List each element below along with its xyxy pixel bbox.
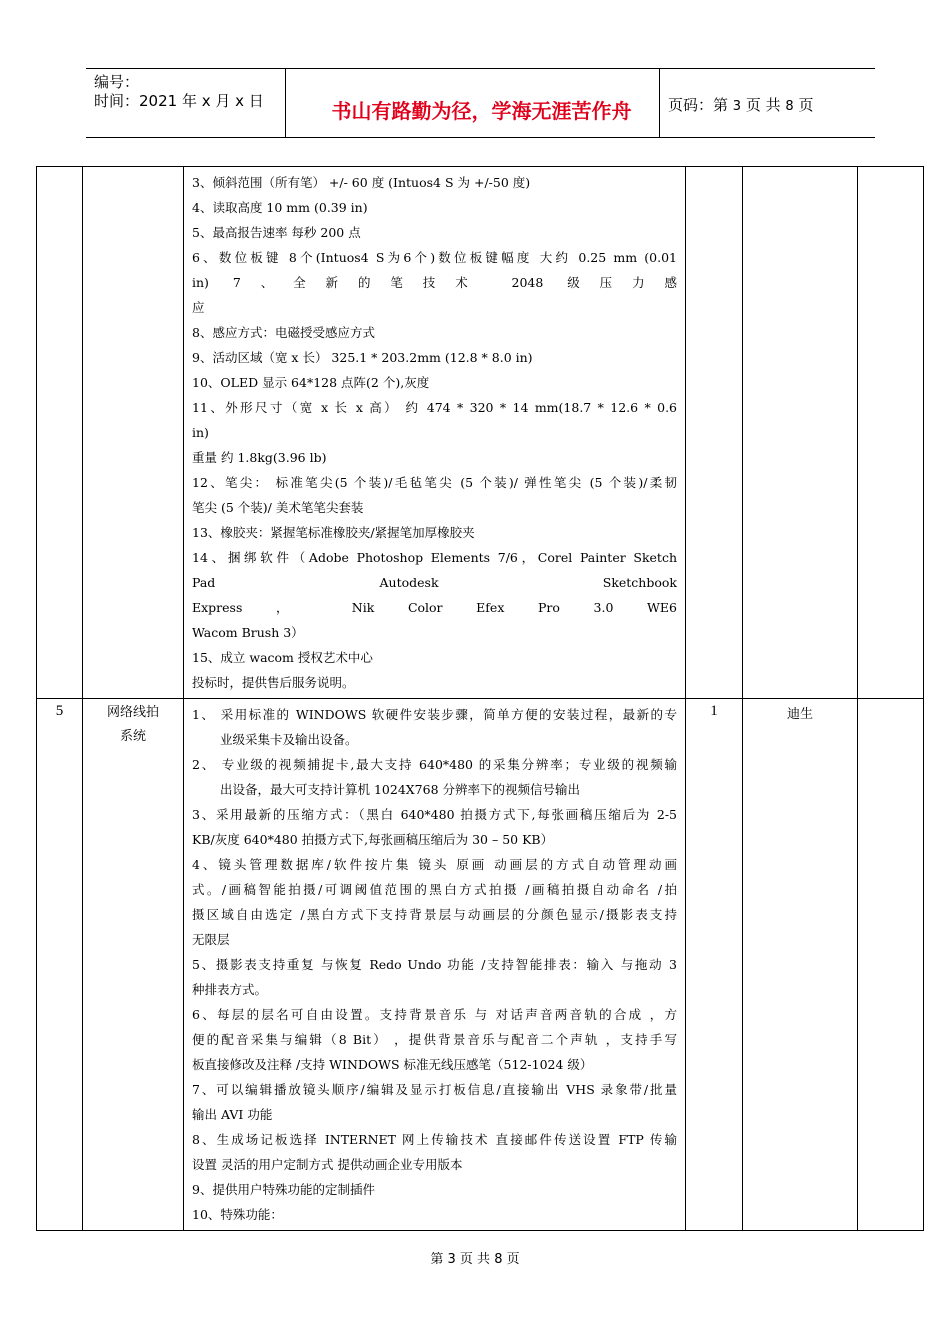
- spec-line: in): [192, 425, 209, 440]
- item-note-cell: [858, 699, 924, 1231]
- page-total: 8: [785, 99, 794, 114]
- spec-line: 重量 约 1.8kg(3.96 lb): [192, 450, 327, 465]
- item-note-cell: [858, 167, 924, 699]
- spec-line: 5、摄影表支持重复 与恢复 Redo Undo 功能 /支持智能排表：输入 与拖动 3: [192, 957, 677, 972]
- header-page-info: [668, 94, 814, 115]
- spec-line: 5、最高报告速率 每秒 200 点: [192, 225, 361, 240]
- spec-line: 10、OLED 显示 64*128 点阵(2 个),灰度: [192, 375, 430, 390]
- spec-line: 4、镜头管理数据库/软件按片集 镜头 原画 动画层的方式自动管理动画: [192, 857, 677, 872]
- header-divider: [659, 69, 660, 137]
- item-name-cell: [83, 699, 184, 1231]
- header-meta: [94, 73, 264, 111]
- table-row: [37, 699, 924, 1231]
- spec-line: 1、 采用标准的 WINDOWS 软硬件安装步骤，简单方便的安装过程，最新的专: [192, 707, 677, 722]
- spec-line: 笔尖 (5 个装)/ 美术笔笔尖套装: [192, 500, 364, 515]
- footer-current: 3: [447, 1252, 456, 1267]
- spec-line: 3、倾斜范围（所有笔） +/- 60 度 (Intuos4 S 为 +/-50 度): [192, 175, 531, 190]
- item-spec-cell: [184, 167, 686, 699]
- header-motto: 书山有路勤为径，学海无涯苦作舟: [331, 99, 632, 123]
- doc-date-label: 时间：2021 年 x 月 x 日: [94, 92, 264, 110]
- spec-line: 2、 专业级的视频捕捉卡,最大支持 640*480 的采集分辨率；专业级的视频输: [192, 757, 677, 772]
- item-brand-cell: 迪生: [743, 699, 858, 1231]
- spec-line: 11、外形尺寸（宽 x 长 x 高） 约 474 * 320 * 14 mm(18.7 * 12.6 * 0.6: [192, 400, 677, 415]
- spec-line: Pad Autodesk Sketchbook: [192, 575, 677, 590]
- spec-line: 14、捆绑软件（Adobe Photoshop Elements 7/6，Corel Painter Sketch: [192, 550, 677, 565]
- spec-table-body: [37, 167, 924, 1231]
- spec-line: 8、感应方式：电磁授受感应方式: [192, 325, 375, 340]
- spec-line: 7、可以编辑播放镜头顺序/编辑及显示打板信息/直接输出 VHS 录象带/批量: [192, 1082, 677, 1097]
- item-quantity-cell: 1: [686, 699, 743, 1231]
- spec-line: 应: [192, 300, 205, 315]
- footer-prefix: 第: [430, 1252, 444, 1267]
- page-footer: [0, 1248, 950, 1267]
- page-mid: 页 共: [745, 96, 781, 114]
- spec-line: 3、采用最新的压缩方式：（黑白 640*480 拍摄方式下,每张画稿压缩后为 2-5: [192, 807, 677, 822]
- spec-line: 13、橡胶夹：紧握笔标准橡胶夹/紧握笔加厚橡胶夹: [192, 525, 475, 540]
- spec-table: [36, 166, 924, 1231]
- spec-line: 9、提供用户特殊功能的定制插件: [192, 1182, 375, 1197]
- item-number-cell: 5: [37, 699, 83, 1231]
- spec-line: 6、数位板键 8个(Intuos4 S为6个)数位板键幅度 大约 0.25 mm (0.01: [192, 250, 677, 265]
- footer-suffix: 页: [506, 1252, 520, 1267]
- spec-line: Express ， Nik Color Efex Pro 3.0 WE6: [192, 600, 677, 615]
- spec-line: KB/灰度 640*480 拍摄方式下,每张画稿压缩后为 30 – 50 KB）: [192, 832, 554, 847]
- spec-line: 式。/画稿智能拍摄/可调阈值范围的黑白方式拍摄 /画稿拍摄自动命名 /拍: [192, 882, 677, 897]
- spec-line: 板直接修改及注释 /支持 WINDOWS 标准无线压感笔（512-1024 级）: [192, 1057, 593, 1072]
- header-divider: [285, 69, 286, 137]
- spec-line: 摄区域自由选定 /黑白方式下支持背景层与动画层的分颜色显示/摄影表支持: [192, 907, 677, 922]
- spec-line: 业级采集卡及输出设备。: [220, 732, 358, 747]
- spec-line: 便的配音采集与编辑（8 Bit） ，提供背景音乐与配音二个声轨 ，支持手写: [192, 1032, 677, 1047]
- spec-line: 10、特殊功能：: [192, 1207, 283, 1222]
- page-current: 3: [732, 99, 742, 114]
- item-brand-cell: [743, 167, 858, 699]
- page-suffix: 页: [798, 96, 814, 114]
- spec-line: 输出 AVI 功能: [192, 1107, 273, 1122]
- item-quantity-cell: [686, 167, 743, 699]
- spec-line: 8、生成场记板选择 INTERNET 网上传输技术 直接邮件传送设置 FTP 传输: [192, 1132, 677, 1147]
- spec-line: 无限层: [192, 932, 230, 947]
- item-spec-cell: [184, 699, 686, 1231]
- page-prefix: 页码：第: [668, 96, 729, 114]
- doc-number-label: 编号：: [94, 73, 140, 91]
- spec-line: 4、读取高度 10 mm (0.39 in): [192, 200, 368, 215]
- spec-line: 种排表方式。: [192, 982, 268, 997]
- spec-line: 投标时，提供售后服务说明。: [192, 675, 355, 690]
- item-name: 网络线拍系统: [106, 705, 159, 744]
- spec-line: in) 7、全新的笔技术 2048 级压力感: [192, 275, 677, 290]
- spec-line: 设置 灵活的用户定制方式 提供动画企业专用版本: [192, 1157, 463, 1172]
- spec-line: 9、活动区域（宽 x 长） 325.1 * 203.2mm (12.8 * 8.0 in): [192, 350, 533, 365]
- footer-mid: 页 共: [459, 1252, 491, 1267]
- spec-line: 15、成立 wacom 授权艺术中心: [192, 650, 373, 665]
- item-name-cell: [83, 167, 184, 699]
- spec-line: Wacom Brush 3）: [192, 625, 304, 640]
- spec-line: 12、笔尖： 标准笔尖(5 个装)/毛毡笔尖 (5 个装)/ 弹性笔尖 (5 个装)/柔韧: [192, 475, 677, 490]
- spec-line: 6、每层的层名可自由设置。支持背景音乐 与 对话声音两音轨的合成 ，方: [192, 1007, 677, 1022]
- footer-total: 8: [494, 1252, 503, 1267]
- spec-line: 出设备，最大可支持计算机 1024X768 分辨率下的视频信号输出: [220, 782, 581, 797]
- table-row: [37, 167, 924, 699]
- page-header: [86, 68, 875, 138]
- item-number-cell: [37, 167, 83, 699]
